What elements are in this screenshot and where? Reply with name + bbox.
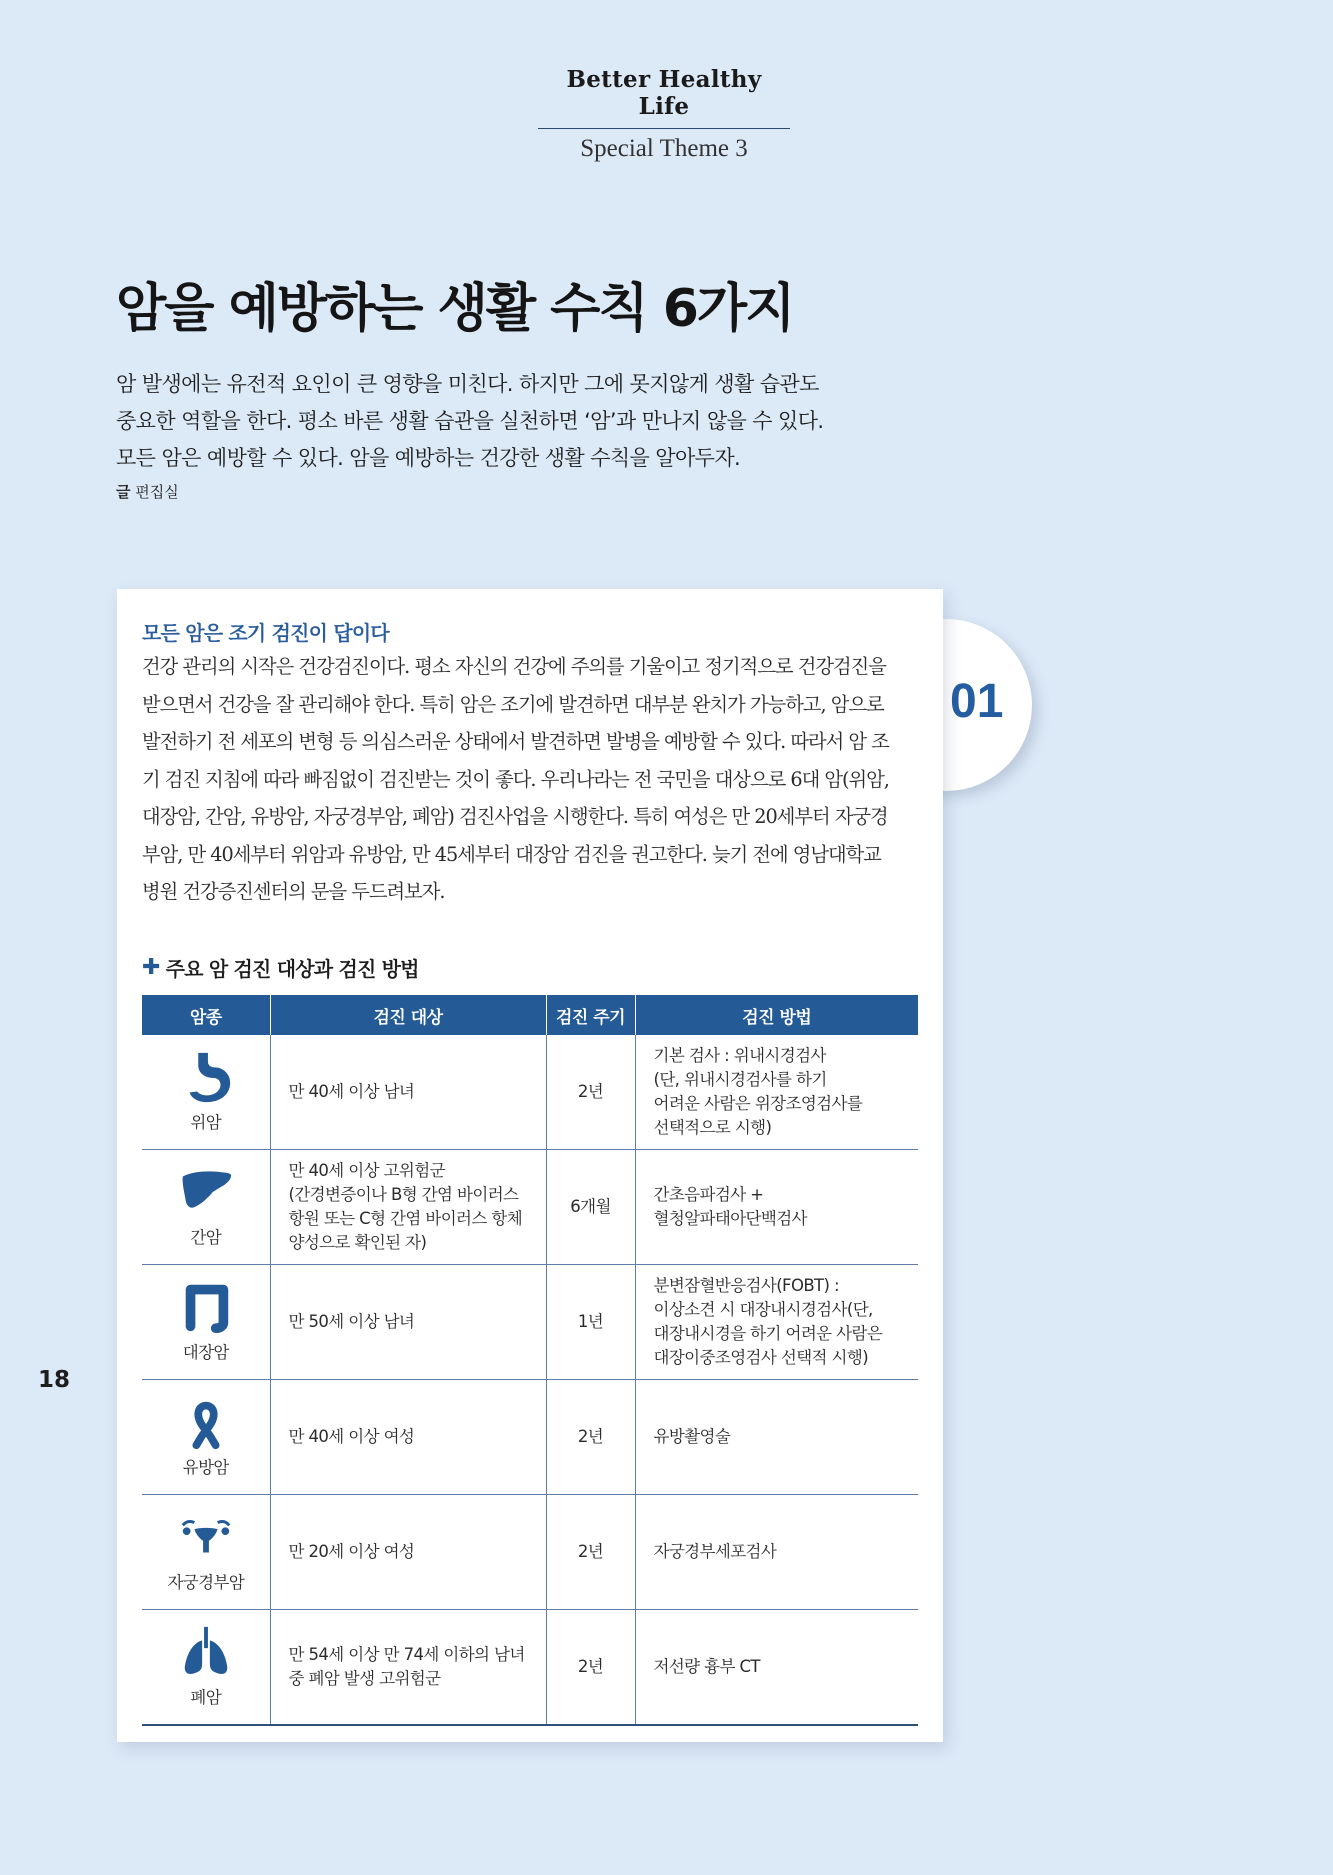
method-line: 대장이중조영검사 선택적 시행) bbox=[653, 1348, 869, 1367]
table-row bbox=[142, 1035, 918, 1150]
intro-line: 암 발생에는 유전적 요인이 큰 영향을 미친다. 하지만 그에 못지않게 생활 습관도 bbox=[116, 372, 819, 396]
method-line: 선택적으로 시행) bbox=[653, 1118, 772, 1137]
target-cell bbox=[270, 1035, 546, 1150]
target-cell bbox=[270, 1380, 546, 1495]
table-header-row bbox=[142, 995, 918, 1035]
cycle-cell: 2년 bbox=[546, 1035, 635, 1150]
target-line: 중 폐암 발생 고위험군 bbox=[288, 1669, 441, 1688]
target-cell bbox=[270, 1495, 546, 1610]
body-line: 발전하기 전 세포의 변형 등 의심스러운 상태에서 발견하면 발병을 예방할 수 있다. 따라서 암 조 bbox=[142, 730, 889, 753]
method-line: (단, 위내시경검사를 하기 bbox=[653, 1070, 827, 1089]
intro-paragraph bbox=[116, 366, 876, 477]
cycle-cell: 2년 bbox=[546, 1380, 635, 1495]
body-line: 부암, 만 40세부터 위암과 유방암, 만 45세부터 대장암 검진을 권고한다. 늦기 전에 영남대학교 bbox=[142, 842, 881, 866]
target-cell bbox=[270, 1150, 546, 1265]
method-cell bbox=[635, 1380, 918, 1495]
table-title-text: 주요 암 검진 대상과 검진 방법 bbox=[165, 957, 419, 981]
uterus-icon bbox=[177, 1509, 235, 1565]
cancer-cell bbox=[142, 1035, 270, 1150]
method-line: 간초음파검사 + bbox=[653, 1185, 764, 1204]
body-line: 병원 건강증진센터의 문을 두드려보자. bbox=[142, 880, 445, 903]
method-line: 대장내시경을 하기 어려운 사람은 bbox=[653, 1324, 883, 1343]
byline-label: 글 bbox=[116, 483, 131, 501]
method-line: 혈청알파태아단백검사 bbox=[653, 1209, 807, 1228]
target-line: (간경변증이나 B형 간염 바이러스 bbox=[288, 1185, 519, 1204]
cancer-name: 유방암 bbox=[182, 1458, 229, 1477]
header-cycle: 검진 주기 bbox=[546, 995, 635, 1035]
cancer-cell bbox=[142, 1380, 270, 1495]
intro-line: 모든 암은 예방할 수 있다. 암을 예방하는 건강한 생활 수칙을 알아두자. bbox=[116, 446, 741, 470]
target-cell bbox=[270, 1265, 546, 1380]
cancer-name: 자궁경부암 bbox=[167, 1573, 245, 1592]
masthead-brand: Better Healthy Life bbox=[538, 66, 790, 129]
method-cell bbox=[635, 1265, 918, 1380]
masthead bbox=[538, 66, 790, 163]
cancer-cell bbox=[142, 1150, 270, 1265]
method-line: 유방촬영술 bbox=[653, 1427, 731, 1446]
method-line: 어려운 사람은 위장조영검사를 bbox=[653, 1094, 863, 1113]
header-cancer-type: 암종 bbox=[142, 995, 270, 1035]
method-line: 자궁경부세포검사 bbox=[653, 1542, 777, 1561]
method-line: 기본 검사 : 위내시경검사 bbox=[653, 1046, 826, 1065]
page-number: 18 bbox=[38, 1367, 71, 1393]
page-title: 암을 예방하는 생활 수칙 6가지 bbox=[116, 279, 794, 339]
colon-icon bbox=[177, 1279, 235, 1335]
liver-icon bbox=[177, 1164, 235, 1220]
target-cell bbox=[270, 1610, 546, 1726]
ribbon-icon bbox=[177, 1394, 235, 1450]
target-line: 만 50세 이상 남녀 bbox=[288, 1312, 415, 1331]
cancer-cell bbox=[142, 1610, 270, 1726]
cancer-name: 위암 bbox=[190, 1113, 222, 1132]
table-row bbox=[142, 1610, 918, 1726]
table-row bbox=[142, 1380, 918, 1495]
header-method: 검진 방법 bbox=[635, 995, 918, 1035]
screening-table bbox=[142, 995, 918, 1726]
stomach-icon bbox=[177, 1049, 235, 1105]
target-line: 양성으로 확인된 자) bbox=[288, 1233, 427, 1252]
method-cell bbox=[635, 1495, 918, 1610]
section-title: 모든 암은 조기 검진이 답이다 bbox=[142, 621, 389, 645]
cancer-cell bbox=[142, 1265, 270, 1380]
byline bbox=[116, 481, 179, 502]
method-line: 분변잠혈반응검사(FOBT) : bbox=[653, 1276, 839, 1295]
table-row bbox=[142, 1150, 918, 1265]
method-line: 저선량 흉부 CT bbox=[653, 1657, 760, 1676]
cycle-cell: 2년 bbox=[546, 1495, 635, 1610]
cancer-name: 폐암 bbox=[190, 1688, 222, 1707]
body-line: 대장암, 간암, 유방암, 자궁경부암, 폐암) 검진사업을 시행한다. 특히 여성은 만 20세부터 자궁경 bbox=[142, 805, 888, 828]
target-line: 만 20세 이상 여성 bbox=[288, 1542, 415, 1561]
cycle-cell: 2년 bbox=[546, 1610, 635, 1726]
target-line: 만 40세 이상 남녀 bbox=[288, 1082, 415, 1101]
method-cell bbox=[635, 1035, 918, 1150]
body-line: 기 검진 지침에 따라 빠짐없이 검진받는 것이 좋다. 우리나라는 전 국민을 대상으로 6대 암(위암, bbox=[142, 767, 889, 791]
table-title bbox=[142, 953, 419, 982]
plus-icon: ✚ bbox=[142, 955, 160, 980]
byline-author: 편집실 bbox=[135, 483, 179, 501]
method-cell bbox=[635, 1150, 918, 1265]
intro-line: 중요한 역할을 한다. 평소 바른 생활 습관을 실천하면 ‘암’과 만나지 않을 수 있다. bbox=[116, 409, 824, 433]
masthead-theme: Special Theme 3 bbox=[580, 135, 748, 162]
method-cell bbox=[635, 1610, 918, 1726]
table-row bbox=[142, 1265, 918, 1380]
target-line: 만 40세 이상 고위험군 bbox=[288, 1161, 445, 1180]
cancer-cell bbox=[142, 1495, 270, 1610]
target-line: 만 54세 이상 만 74세 이하의 남녀 bbox=[288, 1645, 525, 1664]
lungs-icon bbox=[177, 1624, 235, 1680]
body-line: 받으면서 건강을 잘 관리해야 한다. 특히 암은 조기에 발견하면 대부분 완치가 가능하고, 암으로 bbox=[142, 692, 884, 716]
section-number: 01 bbox=[950, 675, 1004, 728]
cycle-cell: 6개월 bbox=[546, 1150, 635, 1265]
table-row bbox=[142, 1495, 918, 1610]
cancer-name: 대장암 bbox=[182, 1343, 229, 1362]
body-line: 건강 관리의 시작은 건강검진이다. 평소 자신의 건강에 주의를 기울이고 정기적으로 건강검진을 bbox=[142, 655, 886, 678]
target-line: 항원 또는 C형 간염 바이러스 항체 bbox=[288, 1209, 523, 1228]
cancer-name: 간암 bbox=[190, 1228, 222, 1247]
header-target: 검진 대상 bbox=[270, 995, 546, 1035]
cycle-cell: 1년 bbox=[546, 1265, 635, 1380]
section-body bbox=[142, 648, 922, 911]
target-line: 만 40세 이상 여성 bbox=[288, 1427, 415, 1446]
method-line: 이상소견 시 대장내시경검사(단, bbox=[653, 1300, 873, 1319]
